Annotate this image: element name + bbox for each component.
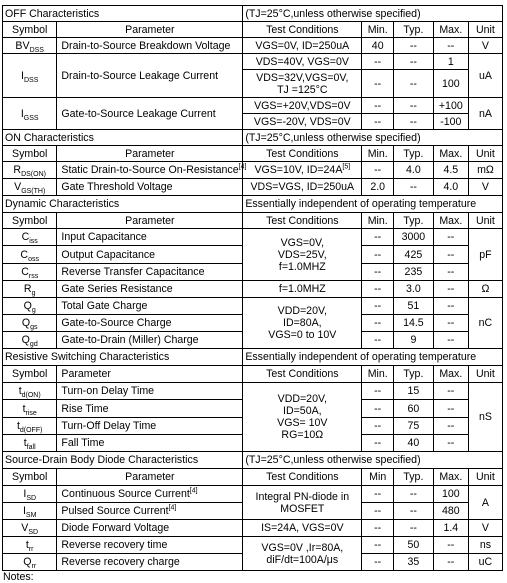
gate-charge-conditions: VDD=20V, ID=80A, VGS=0 to 10V: [243, 298, 362, 349]
unit-cell: Ω: [468, 281, 502, 298]
header-min: Min.: [362, 146, 394, 162]
header-parameter: Parameter: [57, 146, 243, 162]
header-min: Min: [362, 469, 394, 486]
min-cell: --: [362, 383, 394, 400]
min-cell: --: [362, 486, 394, 503]
header-typ: Typ.: [394, 469, 434, 486]
min-cell: --: [362, 98, 394, 114]
reverse-recovery-conditions: VGS=0V ,Ir=80A, diF/dt=100A/μs: [243, 537, 362, 571]
symbol-trr: $t_{rr}$: [3, 537, 57, 554]
header-test-conditions: Test Conditions: [243, 22, 362, 38]
min-cell: --: [362, 264, 394, 281]
max-cell: --: [433, 246, 468, 264]
max-cell: --: [433, 315, 468, 332]
typ-cell: --: [394, 520, 434, 537]
section-condition-diode: (TJ=25°C,unless otherwise specified): [243, 452, 503, 469]
parameter-cell: Gate-to-Source Charge: [57, 315, 243, 332]
parameter-cell: Continuous Source Current[4]: [57, 486, 243, 503]
min-cell: --: [362, 332, 394, 349]
condition-cell: IS=24A, VGS=0V: [243, 520, 362, 537]
typ-cell: 14.5: [394, 315, 434, 332]
section-title-diode: Source-Drain Body Diode Characteristics: [3, 452, 243, 469]
parameter-cell: Diode Forward Voltage: [57, 520, 243, 537]
symbol-rg: $R_g$: [3, 281, 57, 298]
table-row: [3, 298, 503, 315]
electrical-characteristics-sheet: [2, 5, 503, 571]
header-min: Min.: [362, 22, 394, 38]
header-typ: Typ.: [394, 146, 434, 162]
symbol-qg: $Q_g$: [3, 298, 57, 315]
max-cell: -100: [433, 114, 468, 130]
symbol-igss: $I_{GSS}$: [3, 98, 57, 130]
parameter-cell: Pulsed Source Current[4]: [57, 503, 243, 520]
unit-cell: A: [468, 486, 502, 520]
header-max: Max.: [433, 366, 468, 383]
header-symbol: Symbol: [3, 22, 57, 38]
parameter-cell: Turn-on Delay Time: [57, 383, 243, 400]
min-cell: --: [362, 537, 394, 554]
header-test-conditions: Test Conditions: [243, 213, 362, 229]
header-symbol: Symbol: [3, 146, 57, 162]
unit-cell: nC: [468, 298, 502, 349]
section-row-on: [3, 130, 503, 146]
min-cell: --: [362, 298, 394, 315]
parameter-cell: Total Gate Charge: [57, 298, 243, 315]
table-row: [3, 54, 503, 70]
unit-cell: mΩ: [468, 162, 502, 179]
header-parameter: Parameter: [57, 22, 243, 38]
symbol-rdson: $R_{DS(ON)}$: [3, 162, 57, 179]
max-cell: --: [433, 298, 468, 315]
symbol-vgsth: $V_{GS(TH)}$: [3, 179, 57, 196]
header-row: [3, 366, 503, 383]
symbol-tfall: $t_{fall}$: [3, 435, 57, 452]
typ-cell: --: [394, 54, 434, 70]
unit-cell: V: [468, 520, 502, 537]
typ-cell: 60: [394, 400, 434, 418]
header-parameter: Parameter: [57, 469, 243, 486]
condition-cell: VDS=VGS, ID=250uA: [243, 179, 362, 196]
symbol-coss: $C_{oss}$: [3, 246, 57, 264]
min-cell: --: [362, 418, 394, 435]
header-symbol: Symbol: [3, 469, 57, 486]
typ-cell: --: [394, 38, 434, 54]
max-cell: --: [433, 400, 468, 418]
header-row: [3, 213, 503, 229]
section-row-dynamic: [3, 196, 503, 213]
source-current-conditions: Integral PN-diode in MOSFET: [243, 486, 362, 520]
header-test-conditions: Test Conditions: [243, 146, 362, 162]
condition-cell: VGS=-20V, VDS=0V: [243, 114, 362, 130]
max-cell: 4.5: [433, 162, 468, 179]
typ-cell: 9: [394, 332, 434, 349]
unit-cell: ns: [468, 537, 502, 554]
table-row: [3, 486, 503, 503]
symbol-crss: $C_{rss}$: [3, 264, 57, 281]
min-cell: --: [362, 520, 394, 537]
parameter-cell: Output Capacitance: [57, 246, 243, 264]
header-symbol: Symbol: [3, 366, 57, 383]
header-unit: Unit: [468, 366, 502, 383]
min-cell: --: [362, 554, 394, 571]
min-cell: --: [362, 246, 394, 264]
typ-cell: --: [394, 70, 434, 98]
condition-cell: VDS=40V, VGS=0V: [243, 54, 362, 70]
header-unit: Unit: [468, 22, 502, 38]
parameter-cell: Gate Threshold Voltage: [57, 179, 243, 196]
min-cell: --: [362, 70, 394, 98]
symbol-isd: $I_{SD}$: [3, 486, 57, 503]
max-cell: --: [433, 332, 468, 349]
symbol-qgd: $Q_{gd}$: [3, 332, 57, 349]
section-condition-off: (TJ=25°C,unless otherwise specified): [243, 6, 503, 22]
typ-cell: 40: [394, 435, 434, 452]
header-max: Max.: [433, 213, 468, 229]
typ-cell: --: [394, 114, 434, 130]
min-cell: --: [362, 229, 394, 246]
max-cell: 1.4: [433, 520, 468, 537]
symbol-ism: $I_{SM}$: [3, 503, 57, 520]
max-cell: --: [433, 264, 468, 281]
unit-cell: nS: [468, 383, 502, 452]
table-row: [3, 229, 503, 246]
symbol-idss: $I_{DSS}$: [3, 54, 57, 98]
section-title-off: OFF Characteristics: [3, 6, 243, 22]
header-unit: Unit: [468, 213, 502, 229]
min-cell: 2.0: [362, 179, 394, 196]
parameter-cell: Reverse recovery time: [57, 537, 243, 554]
typ-cell: --: [394, 486, 434, 503]
symbol-qgs: $Q_{gs}$: [3, 315, 57, 332]
min-cell: --: [362, 281, 394, 298]
capacitance-conditions: VGS=0V, VDS=25V, f=1.0MHZ: [243, 229, 362, 281]
typ-cell: 75: [394, 418, 434, 435]
max-cell: --: [433, 383, 468, 400]
max-cell: --: [433, 554, 468, 571]
header-min: Min.: [362, 366, 394, 383]
notes-label: Notes:: [3, 571, 34, 583]
header-min: Min.: [362, 213, 394, 229]
parameter-cell: Rise Time: [57, 400, 243, 418]
parameter-cell: Gate-to-Source Leakage Current: [57, 98, 243, 130]
min-cell: --: [362, 435, 394, 452]
symbol-tdoff: $t_{d(OFF)}$: [3, 418, 57, 435]
parameter-cell: Input Capacitance: [57, 229, 243, 246]
parameter-cell: Static Drain-to-Source On-Resistance[4]: [57, 162, 243, 179]
table-row: [3, 38, 503, 54]
unit-cell: nA: [468, 98, 502, 130]
table-row: [3, 98, 503, 114]
max-cell: 480: [433, 503, 468, 520]
header-max: Max.: [433, 146, 468, 162]
condition-cell: f=1.0MHZ: [243, 281, 362, 298]
max-cell: 4.0: [433, 179, 468, 196]
typ-cell: 50: [394, 537, 434, 554]
section-row-off: [3, 6, 503, 22]
max-cell: --: [433, 435, 468, 452]
typ-cell: --: [394, 503, 434, 520]
symbol-vsd: $V_{SD}$: [3, 520, 57, 537]
typ-cell: 35: [394, 554, 434, 571]
min-cell: 40: [362, 38, 394, 54]
symbol-bvdss: $BV_{DSS}$: [3, 38, 57, 54]
header-unit: Unit: [468, 469, 502, 486]
typ-cell: 4.0: [394, 162, 434, 179]
symbol-trise: $t_{rise}$: [3, 400, 57, 418]
max-cell: +100: [433, 98, 468, 114]
header-parameter: Parameter: [57, 366, 243, 383]
parameter-cell: Reverse recovery charge: [57, 554, 243, 571]
unit-cell: uC: [468, 554, 502, 571]
max-cell: --: [433, 537, 468, 554]
max-cell: --: [433, 418, 468, 435]
header-max: Max.: [433, 22, 468, 38]
table-row: [3, 281, 503, 298]
table-row: [3, 179, 503, 196]
condition-cell: VDS=32V,VGS=0V, TJ =125°C: [243, 70, 362, 98]
switching-conditions: VDD=20V, ID=50A, VGS= 10V RG=10Ω: [243, 383, 362, 452]
header-test-conditions: Test Conditions: [243, 469, 362, 486]
typ-cell: --: [394, 98, 434, 114]
section-title-on: ON Characteristics: [3, 130, 243, 146]
header-symbol: Symbol: [3, 213, 57, 229]
section-title-dynamic: Dynamic Characteristics: [3, 196, 243, 213]
max-cell: 100: [433, 486, 468, 503]
typ-cell: 15: [394, 383, 434, 400]
header-max: Max.: [433, 469, 468, 486]
table-row: [3, 162, 503, 179]
header-row: [3, 469, 503, 486]
unit-cell: pF: [468, 229, 502, 281]
header-test-conditions: Test Conditions: [243, 366, 362, 383]
symbol-qrr: $Q_{rr}$: [3, 554, 57, 571]
symbol-ciss: $C_{iss}$: [3, 229, 57, 246]
condition-cell: VGS=0V, ID=250uA: [243, 38, 362, 54]
max-cell: --: [433, 229, 468, 246]
section-row-switching: [3, 349, 503, 366]
parameter-cell: Gate Series Resistance: [57, 281, 243, 298]
characteristics-table: [2, 5, 503, 571]
table-row: [3, 520, 503, 537]
parameter-cell: Reverse Transfer Capacitance: [57, 264, 243, 281]
condition-cell: VGS=10V, ID=24A[5]: [243, 162, 362, 179]
typ-cell: 51: [394, 298, 434, 315]
max-cell: --: [433, 38, 468, 54]
unit-cell: V: [468, 38, 502, 54]
typ-cell: 425: [394, 246, 434, 264]
min-cell: --: [362, 162, 394, 179]
section-condition-switching: Essentially independent of operating temperature: [243, 349, 503, 366]
parameter-cell: Gate-to-Drain (Miller) Charge: [57, 332, 243, 349]
unit-cell: V: [468, 179, 502, 196]
typ-cell: 235: [394, 264, 434, 281]
unit-cell: uA: [468, 54, 502, 98]
parameter-cell: Turn-Off Delay Time: [57, 418, 243, 435]
max-cell: 100: [433, 70, 468, 98]
parameter-cell: Drain-to-Source Leakage Current: [57, 54, 243, 98]
symbol-tdon: $t_{d(ON)}$: [3, 383, 57, 400]
section-condition-dynamic: Essentially independent of operating temperature: [243, 196, 503, 213]
min-cell: --: [362, 114, 394, 130]
header-row: [3, 146, 503, 162]
section-row-diode: [3, 452, 503, 469]
condition-cell: VGS=+20V,VDS=0V: [243, 98, 362, 114]
header-unit: Unit: [468, 146, 502, 162]
header-row: [3, 22, 503, 38]
min-cell: --: [362, 54, 394, 70]
section-title-switching: Resistive Switching Characteristics: [3, 349, 243, 366]
typ-cell: 3.0: [394, 281, 434, 298]
typ-cell: --: [394, 179, 434, 196]
min-cell: --: [362, 503, 394, 520]
section-condition-on: (TJ=25°C,unless otherwise specified): [243, 130, 503, 146]
max-cell: --: [433, 281, 468, 298]
header-typ: Typ.: [394, 22, 434, 38]
header-typ: Typ.: [394, 213, 434, 229]
parameter-cell: Drain-to-Source Breakdown Voltage: [57, 38, 243, 54]
table-row: [3, 383, 503, 400]
min-cell: --: [362, 315, 394, 332]
max-cell: 1: [433, 54, 468, 70]
header-parameter: Parameter: [57, 213, 243, 229]
min-cell: --: [362, 400, 394, 418]
typ-cell: 3000: [394, 229, 434, 246]
header-typ: Typ.: [394, 366, 434, 383]
parameter-cell: Fall Time: [57, 435, 243, 452]
table-row: [3, 537, 503, 554]
